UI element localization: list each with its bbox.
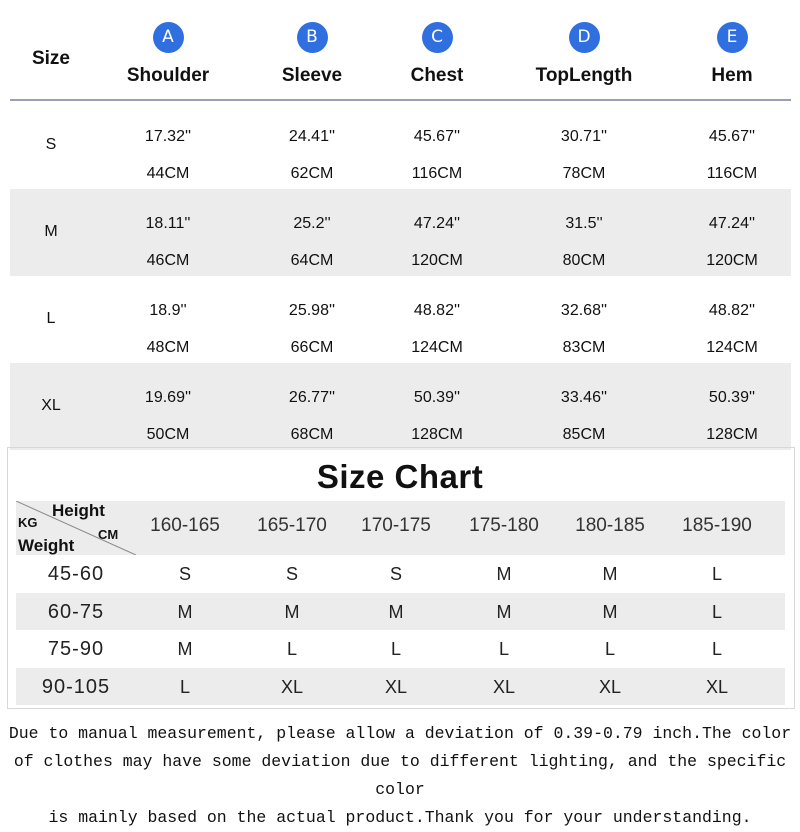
cm-value: 66CM <box>290 339 334 356</box>
size-chart-table <box>16 501 785 705</box>
recommended-size: L <box>390 639 401 659</box>
recommended-size: M <box>602 601 618 622</box>
inch-value: 48.82'' <box>708 302 756 319</box>
cm-value: 50CM <box>146 426 190 443</box>
column-label-chest: Chest <box>410 65 464 86</box>
corner-cm-label: CM <box>98 527 119 542</box>
cm-value: 116CM <box>411 165 463 182</box>
size-label: S <box>45 136 57 153</box>
inch-value: 17.32'' <box>144 128 192 145</box>
inch-value: 47.24'' <box>413 215 461 232</box>
recommended-size: M <box>496 564 512 584</box>
cm-value: 120CM <box>411 252 463 269</box>
recommended-size: L <box>711 564 722 584</box>
cm-value: 128CM <box>411 426 463 443</box>
cm-value: 78CM <box>562 165 606 182</box>
cm-value: 68CM <box>290 426 334 443</box>
size-chart-title: Size Chart <box>316 458 484 495</box>
corner-height-label: Height <box>52 501 105 520</box>
disclaimer-line: of clothes may have some deviation due to different lighting, and the specific color <box>13 752 787 799</box>
letter-badge-e: E <box>717 22 748 53</box>
corner-kg-label: KG <box>18 515 38 530</box>
recommended-size: XL <box>384 676 408 697</box>
recommended-size: XL <box>598 676 622 697</box>
recommended-size: S <box>178 564 191 584</box>
column-label-hem: Hem <box>711 65 753 86</box>
cm-value: 124CM <box>411 339 463 356</box>
table-row <box>10 102 791 189</box>
size-chart-row <box>16 593 785 631</box>
recommended-size: M <box>496 601 512 622</box>
recommended-size: S <box>285 564 298 584</box>
column-shoulder <box>93 0 243 87</box>
recommended-size: M <box>177 601 193 622</box>
recommended-size: M <box>284 601 300 622</box>
inch-value: 47.24'' <box>708 215 756 232</box>
recommended-size: L <box>286 639 297 659</box>
table-row <box>10 363 791 450</box>
inch-value: 50.39'' <box>708 389 756 406</box>
recommended-size: L <box>498 639 509 659</box>
cm-value: 64CM <box>290 252 334 269</box>
recommended-size: L <box>711 639 722 659</box>
table-row <box>10 276 791 363</box>
inch-value: 50.39'' <box>413 389 461 406</box>
height-range: 185-190 <box>682 515 752 536</box>
cm-value: 80CM <box>562 252 606 269</box>
inch-value: 48.82'' <box>413 302 461 319</box>
inch-value: 45.67'' <box>708 128 756 145</box>
size-column-header: Size <box>31 48 71 69</box>
cm-value: 62CM <box>290 165 334 182</box>
measurement-header-row <box>10 0 791 102</box>
disclaimer-line: is mainly based on the actual product.Thank you for your understanding. <box>48 808 752 827</box>
recommended-size: L <box>604 639 615 659</box>
inch-value: 30.71'' <box>560 128 608 145</box>
inch-value: 25.98'' <box>288 302 336 319</box>
disclaimer-line: Due to manual measurement, please allow a deviation of 0.39-0.79 inch.The color <box>8 724 792 743</box>
size-label: M <box>44 223 58 240</box>
inch-value: 24.41'' <box>288 128 336 145</box>
height-range: 165-170 <box>257 515 327 536</box>
recommended-size: L <box>179 676 190 697</box>
recommended-size: XL <box>280 676 304 697</box>
recommended-size: XL <box>492 676 516 697</box>
header-divider <box>10 99 791 101</box>
measurement-table <box>10 0 791 450</box>
cm-value: 44CM <box>146 165 190 182</box>
recommended-size: M <box>388 601 404 622</box>
inch-value: 32.68'' <box>560 302 608 319</box>
cm-value: 124CM <box>706 339 758 356</box>
column-label-sleeve: Sleeve <box>281 65 343 86</box>
weight-range: 90-105 <box>41 675 111 698</box>
cm-value: 120CM <box>706 252 758 269</box>
height-range: 170-175 <box>361 515 431 536</box>
column-chest <box>362 0 512 87</box>
size-chart-row <box>16 668 785 706</box>
inch-value: 18.9'' <box>149 302 187 319</box>
weight-range: 60-75 <box>47 600 105 623</box>
size-label: L <box>46 310 56 327</box>
recommended-size: XL <box>705 676 729 697</box>
cm-value: 83CM <box>562 339 606 356</box>
column-label-toplength: TopLength <box>535 65 633 86</box>
recommended-size: L <box>711 601 722 622</box>
height-range: 175-180 <box>469 515 539 536</box>
letter-badge-c: C <box>422 22 453 53</box>
inch-value: 31.5'' <box>565 215 603 232</box>
cm-value: 46CM <box>146 252 190 269</box>
size-chart-header-row <box>16 501 785 555</box>
column-label-shoulder: Shoulder <box>126 65 210 86</box>
height-range: 160-165 <box>150 515 220 536</box>
cm-value: 116CM <box>706 165 758 182</box>
weight-range: 45-60 <box>47 563 105 585</box>
height-range: 180-185 <box>575 515 645 536</box>
table-row <box>10 189 791 276</box>
letter-badge-a: A <box>153 22 184 53</box>
inch-value: 19.69'' <box>144 389 192 406</box>
weight-range: 75-90 <box>47 638 105 660</box>
letter-badge-d: D <box>569 22 600 53</box>
size-chart-row <box>16 630 785 668</box>
inch-value: 33.46'' <box>560 389 608 406</box>
cm-value: 85CM <box>562 426 606 443</box>
size-label: XL <box>41 397 61 414</box>
inch-value: 45.67'' <box>413 128 461 145</box>
inch-value: 25.2'' <box>293 215 331 232</box>
recommended-size: M <box>602 564 618 584</box>
corner-cell <box>16 501 136 555</box>
corner-weight-label: Weight <box>18 536 75 555</box>
inch-value: 18.11'' <box>145 215 191 232</box>
size-chart-row <box>16 555 785 593</box>
measurement-disclaimer <box>4 720 796 832</box>
letter-badge-b: B <box>297 22 328 53</box>
recommended-size: M <box>177 639 193 659</box>
column-hem <box>657 0 800 87</box>
cm-value: 48CM <box>146 339 190 356</box>
inch-value: 26.77'' <box>288 389 336 406</box>
recommended-size: S <box>389 564 402 584</box>
column-toplength <box>509 0 659 87</box>
cm-value: 128CM <box>706 426 758 443</box>
